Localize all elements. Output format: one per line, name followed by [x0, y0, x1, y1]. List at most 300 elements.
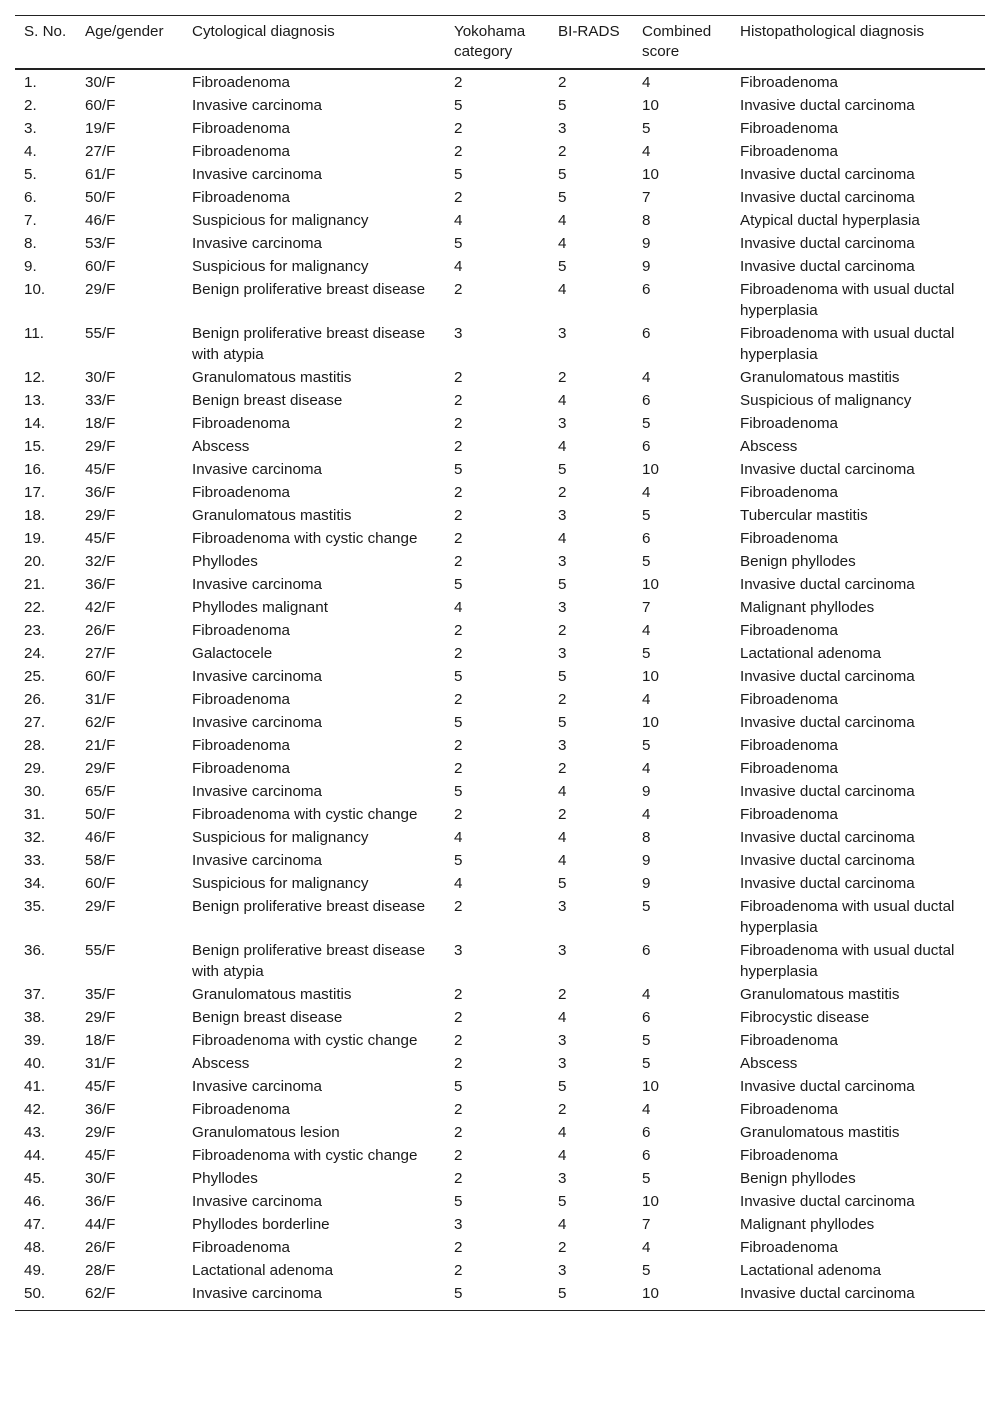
bi-rads-cell: 4	[558, 1147, 567, 1164]
bi-rads-cell: 5	[558, 668, 567, 685]
age-gender-cell: 29/F	[85, 281, 116, 298]
histopathological-diagnosis-cell: Suspicious of malignancy	[740, 392, 912, 409]
yokohama-category-cell: 2	[454, 120, 463, 137]
combined-score-cell: 4	[642, 622, 651, 639]
histopathological-diagnosis-cell: Malignant phyllodes	[740, 599, 875, 616]
combined-score-cell: 5	[642, 1032, 651, 1049]
yokohama-category-cell: 3	[454, 942, 463, 959]
sno-cell: 44.	[24, 1147, 46, 1164]
yokohama-category-cell: 2	[454, 1262, 463, 1279]
cytological-diagnosis-cell: Fibroadenoma	[192, 484, 290, 501]
yokohama-category-cell: 2	[454, 74, 463, 91]
cytological-diagnosis-cell: Fibroadenoma	[192, 189, 290, 206]
cytological-diagnosis-cell: Lactational adenoma	[192, 1262, 334, 1279]
bi-rads-cell: 4	[558, 783, 567, 800]
table-row	[15, 596, 985, 619]
age-gender-cell: 58/F	[85, 852, 116, 869]
sno-cell: 43.	[24, 1124, 46, 1141]
cytological-diagnosis-cell: Fibroadenoma	[192, 74, 290, 91]
combined-score-cell: 5	[642, 120, 651, 137]
age-gender-cell: 29/F	[85, 1009, 116, 1026]
cytological-diagnosis-cell: Fibroadenoma	[192, 415, 290, 432]
histopathological-diagnosis-cell: Abscess	[740, 1055, 798, 1072]
sno-cell: 29.	[24, 760, 46, 777]
bi-rads-cell: 4	[558, 1009, 567, 1026]
table-row	[15, 389, 985, 412]
table-row	[15, 734, 985, 757]
sno-cell: 8.	[24, 235, 37, 252]
yokohama-category-cell: 2	[454, 622, 463, 639]
cytological-diagnosis-cell: Suspicious for malignancy	[192, 829, 369, 846]
yokohama-category-cell: 5	[454, 461, 463, 478]
yokohama-category-cell: 2	[454, 189, 463, 206]
age-gender-cell: 26/F	[85, 622, 116, 639]
bi-rads-cell: 5	[558, 461, 567, 478]
bi-rads-cell: 3	[558, 1170, 567, 1187]
histopathological-diagnosis-cell: Granulomatous mastitis	[740, 369, 900, 386]
cytological-diagnosis-cell: Abscess	[192, 1055, 250, 1072]
combined-score-cell: 10	[642, 1285, 659, 1302]
age-gender-cell: 31/F	[85, 691, 116, 708]
table-row	[15, 939, 985, 983]
table-row	[15, 140, 985, 163]
bi-rads-cell: 4	[558, 281, 567, 298]
bi-rads-cell: 3	[558, 737, 567, 754]
yokohama-category-cell: 5	[454, 97, 463, 114]
combined-score-cell: 9	[642, 258, 651, 275]
bi-rads-cell: 2	[558, 760, 567, 777]
cytological-diagnosis-cell: Fibroadenoma	[192, 1239, 290, 1256]
age-gender-cell: 36/F	[85, 1101, 116, 1118]
yokohama-category-cell: 2	[454, 143, 463, 160]
header-combined-score: Combined score	[642, 23, 712, 60]
age-gender-cell: 45/F	[85, 461, 116, 478]
sno-cell: 16.	[24, 461, 46, 478]
combined-score-cell: 10	[642, 714, 659, 731]
cytological-diagnosis-cell: Fibroadenoma with cystic change	[192, 530, 418, 547]
yokohama-category-cell: 2	[454, 1147, 463, 1164]
histopathological-diagnosis-cell: Benign phyllodes	[740, 553, 856, 570]
histopathological-diagnosis-cell: Invasive ductal carcinoma	[740, 1285, 915, 1302]
age-gender-cell: 62/F	[85, 714, 116, 731]
yokohama-category-cell: 3	[454, 325, 463, 342]
histopathological-diagnosis-cell: Invasive ductal carcinoma	[740, 852, 915, 869]
combined-score-cell: 9	[642, 852, 651, 869]
age-gender-cell: 30/F	[85, 369, 116, 386]
sno-cell: 28.	[24, 737, 46, 754]
cytological-diagnosis-cell: Invasive carcinoma	[192, 852, 322, 869]
table-row	[15, 1144, 985, 1167]
sno-cell: 11.	[24, 325, 44, 342]
bi-rads-cell: 2	[558, 806, 567, 823]
table-row	[15, 1213, 985, 1236]
cytological-diagnosis-cell: Invasive carcinoma	[192, 1193, 322, 1210]
histopathological-diagnosis-cell: Fibroadenoma	[740, 1239, 838, 1256]
histopathological-diagnosis-cell: Invasive ductal carcinoma	[740, 668, 915, 685]
table-row	[15, 1259, 985, 1282]
histopathological-diagnosis-cell: Invasive ductal carcinoma	[740, 875, 915, 892]
histopathological-diagnosis-cell: Fibroadenoma	[740, 74, 838, 91]
bi-rads-cell: 3	[558, 120, 567, 137]
combined-score-cell: 9	[642, 875, 651, 892]
bi-rads-cell: 4	[558, 392, 567, 409]
combined-score-cell: 4	[642, 369, 651, 386]
bi-rads-cell: 3	[558, 553, 567, 570]
cytological-diagnosis-cell: Phyllodes	[192, 1170, 258, 1187]
age-gender-cell: 29/F	[85, 760, 116, 777]
cytological-diagnosis-cell: Suspicious for malignancy	[192, 875, 369, 892]
yokohama-category-cell: 4	[454, 599, 463, 616]
age-gender-cell: 36/F	[85, 1193, 116, 1210]
sno-cell: 23.	[24, 622, 46, 639]
combined-score-cell: 9	[642, 783, 651, 800]
sno-cell: 30.	[24, 783, 46, 800]
bi-rads-cell: 2	[558, 622, 567, 639]
histopathological-diagnosis-cell: Fibroadenoma	[740, 143, 838, 160]
cytological-diagnosis-cell: Granulomatous mastitis	[192, 507, 352, 524]
table-row	[15, 322, 985, 366]
histopathological-diagnosis-cell: Fibroadenoma	[740, 530, 838, 547]
histopathological-diagnosis-cell: Invasive ductal carcinoma	[740, 97, 915, 114]
histopathological-diagnosis-cell: Invasive ductal carcinoma	[740, 783, 915, 800]
bi-rads-cell: 4	[558, 438, 567, 455]
histopathological-diagnosis-cell: Fibroadenoma with usual ductal hyperplasia	[740, 281, 955, 319]
combined-score-cell: 4	[642, 74, 651, 91]
table-body	[15, 69, 985, 1311]
histopathological-diagnosis-cell: Invasive ductal carcinoma	[740, 235, 915, 252]
yokohama-category-cell: 2	[454, 415, 463, 432]
table-row	[15, 1121, 985, 1144]
histopathological-diagnosis-cell: Invasive ductal carcinoma	[740, 714, 915, 731]
combined-score-cell: 4	[642, 143, 651, 160]
yokohama-category-cell: 5	[454, 852, 463, 869]
age-gender-cell: 26/F	[85, 1239, 116, 1256]
histopathological-diagnosis-cell: Fibrocystic disease	[740, 1009, 870, 1026]
age-gender-cell: 46/F	[85, 829, 116, 846]
table-row	[15, 1098, 985, 1121]
yokohama-category-cell: 2	[454, 392, 463, 409]
table-row	[15, 458, 985, 481]
sno-cell: 35.	[24, 898, 46, 915]
combined-score-cell: 5	[642, 898, 651, 915]
sno-cell: 10.	[24, 281, 46, 298]
age-gender-cell: 50/F	[85, 806, 116, 823]
bi-rads-cell: 5	[558, 875, 567, 892]
histopathological-diagnosis-cell: Fibroadenoma	[740, 622, 838, 639]
age-gender-cell: 60/F	[85, 97, 116, 114]
yokohama-category-cell: 2	[454, 369, 463, 386]
cytological-diagnosis-cell: Invasive carcinoma	[192, 1078, 322, 1095]
table-row	[15, 481, 985, 504]
bi-rads-cell: 3	[558, 645, 567, 662]
histopathological-diagnosis-cell: Fibroadenoma	[740, 691, 838, 708]
age-gender-cell: 60/F	[85, 668, 116, 685]
header-cytological-diagnosis: Cytological diagnosis	[192, 23, 335, 40]
age-gender-cell: 44/F	[85, 1216, 116, 1233]
bi-rads-cell: 4	[558, 852, 567, 869]
table-row	[15, 1052, 985, 1075]
sno-cell: 41.	[24, 1078, 46, 1095]
yokohama-category-cell: 2	[454, 1239, 463, 1256]
yokohama-category-cell: 5	[454, 576, 463, 593]
bi-rads-cell: 2	[558, 74, 567, 91]
bi-rads-cell: 5	[558, 714, 567, 731]
age-gender-cell: 55/F	[85, 942, 116, 959]
cytological-diagnosis-cell: Invasive carcinoma	[192, 714, 322, 731]
table-row	[15, 1075, 985, 1098]
histopathological-diagnosis-cell: Fibroadenoma with usual ductal hyperplasia	[740, 898, 955, 936]
combined-score-cell: 5	[642, 1055, 651, 1072]
sno-cell: 37.	[24, 986, 46, 1003]
bi-rads-cell: 2	[558, 143, 567, 160]
bi-rads-cell: 3	[558, 599, 567, 616]
yokohama-category-cell: 3	[454, 1216, 463, 1233]
cytological-diagnosis-cell: Fibroadenoma	[192, 622, 290, 639]
table-row	[15, 1006, 985, 1029]
age-gender-cell: 28/F	[85, 1262, 116, 1279]
yokohama-category-cell: 2	[454, 530, 463, 547]
histopathological-diagnosis-cell: Abscess	[740, 438, 798, 455]
combined-score-cell: 7	[642, 1216, 651, 1233]
sno-cell: 3.	[24, 120, 37, 137]
table-row	[15, 872, 985, 895]
diagnosis-table	[15, 15, 985, 1311]
age-gender-cell: 31/F	[85, 1055, 116, 1072]
age-gender-cell: 53/F	[85, 235, 116, 252]
combined-score-cell: 6	[642, 438, 651, 455]
header-yokohama-category: Yokohama category	[454, 23, 526, 60]
cytological-diagnosis-cell: Invasive carcinoma	[192, 97, 322, 114]
cytological-diagnosis-cell: Invasive carcinoma	[192, 783, 322, 800]
bi-rads-cell: 2	[558, 986, 567, 1003]
combined-score-cell: 4	[642, 1101, 651, 1118]
age-gender-cell: 30/F	[85, 1170, 116, 1187]
table-row	[15, 550, 985, 573]
bi-rads-cell: 5	[558, 1193, 567, 1210]
cytological-diagnosis-cell: Fibroadenoma with cystic change	[192, 806, 418, 823]
table-row	[15, 412, 985, 435]
table-row	[15, 895, 985, 939]
combined-score-cell: 7	[642, 599, 651, 616]
header-histopathological-diagnosis: Histopathological diagnosis	[740, 23, 925, 40]
cytological-diagnosis-cell: Invasive carcinoma	[192, 1285, 322, 1302]
yokohama-category-cell: 2	[454, 1032, 463, 1049]
cytological-diagnosis-cell: Phyllodes borderline	[192, 1216, 330, 1233]
bi-rads-cell: 5	[558, 258, 567, 275]
bi-rads-cell: 4	[558, 212, 567, 229]
yokohama-category-cell: 2	[454, 806, 463, 823]
combined-score-cell: 7	[642, 189, 651, 206]
yokohama-category-cell: 4	[454, 829, 463, 846]
sno-cell: 32.	[24, 829, 46, 846]
sno-cell: 20.	[24, 553, 46, 570]
bi-rads-cell: 4	[558, 1216, 567, 1233]
combined-score-cell: 10	[642, 166, 659, 183]
yokohama-category-cell: 5	[454, 714, 463, 731]
cytological-diagnosis-cell: Invasive carcinoma	[192, 576, 322, 593]
table-row	[15, 1029, 985, 1052]
histopathological-diagnosis-cell: Fibroadenoma with usual ductal hyperplasia	[740, 942, 955, 980]
cytological-diagnosis-cell: Fibroadenoma	[192, 1101, 290, 1118]
age-gender-cell: 27/F	[85, 143, 116, 160]
cytological-diagnosis-cell: Phyllodes malignant	[192, 599, 328, 616]
age-gender-cell: 36/F	[85, 576, 116, 593]
sno-cell: 13.	[24, 392, 46, 409]
table-row	[15, 366, 985, 389]
age-gender-cell: 60/F	[85, 875, 116, 892]
yokohama-category-cell: 2	[454, 507, 463, 524]
combined-score-cell: 6	[642, 942, 651, 959]
cytological-diagnosis-cell: Abscess	[192, 438, 250, 455]
sno-cell: 7.	[24, 212, 37, 229]
header-row	[15, 16, 985, 70]
table-row	[15, 573, 985, 596]
cytological-diagnosis-cell: Fibroadenoma	[192, 143, 290, 160]
sno-cell: 50.	[24, 1285, 46, 1302]
table-row	[15, 435, 985, 458]
age-gender-cell: 45/F	[85, 1078, 116, 1095]
sno-cell: 21.	[24, 576, 46, 593]
yokohama-category-cell: 2	[454, 898, 463, 915]
sno-cell: 46.	[24, 1193, 46, 1210]
combined-score-cell: 10	[642, 1078, 659, 1095]
age-gender-cell: 62/F	[85, 1285, 116, 1302]
combined-score-cell: 4	[642, 760, 651, 777]
yokohama-category-cell: 5	[454, 1078, 463, 1095]
combined-score-cell: 5	[642, 737, 651, 754]
table-row	[15, 209, 985, 232]
combined-score-cell: 10	[642, 576, 659, 593]
age-gender-cell: 35/F	[85, 986, 116, 1003]
sno-cell: 24.	[24, 645, 46, 662]
yokohama-category-cell: 5	[454, 783, 463, 800]
combined-score-cell: 5	[642, 1262, 651, 1279]
yokohama-category-cell: 2	[454, 1124, 463, 1141]
bi-rads-cell: 3	[558, 1032, 567, 1049]
age-gender-cell: 45/F	[85, 1147, 116, 1164]
bi-rads-cell: 2	[558, 484, 567, 501]
histopathological-diagnosis-cell: Lactational adenoma	[740, 645, 882, 662]
age-gender-cell: 18/F	[85, 415, 116, 432]
cytological-diagnosis-cell: Invasive carcinoma	[192, 166, 322, 183]
sno-cell: 31.	[24, 806, 46, 823]
combined-score-cell: 6	[642, 1124, 651, 1141]
combined-score-cell: 4	[642, 806, 651, 823]
age-gender-cell: 46/F	[85, 212, 116, 229]
combined-score-cell: 8	[642, 212, 651, 229]
table-row	[15, 278, 985, 322]
yokohama-category-cell: 5	[454, 1193, 463, 1210]
table-row	[15, 69, 985, 94]
histopathological-diagnosis-cell: Fibroadenoma	[740, 1032, 838, 1049]
age-gender-cell: 29/F	[85, 438, 116, 455]
combined-score-cell: 6	[642, 392, 651, 409]
table-row	[15, 849, 985, 872]
cytological-diagnosis-cell: Fibroadenoma with cystic change	[192, 1032, 418, 1049]
age-gender-cell: 65/F	[85, 783, 116, 800]
bi-rads-cell: 5	[558, 1285, 567, 1302]
cytological-diagnosis-cell: Granulomatous mastitis	[192, 986, 352, 1003]
sno-cell: 14.	[24, 415, 46, 432]
cytological-diagnosis-cell: Galactocele	[192, 645, 273, 662]
combined-score-cell: 8	[642, 829, 651, 846]
cytological-diagnosis-cell: Invasive carcinoma	[192, 235, 322, 252]
bi-rads-cell: 2	[558, 1239, 567, 1256]
yokohama-category-cell: 4	[454, 875, 463, 892]
table-row	[15, 504, 985, 527]
table-header	[15, 16, 985, 70]
histopathological-diagnosis-cell: Lactational adenoma	[740, 1262, 882, 1279]
header-bi-rads: BI-RADS	[558, 23, 620, 40]
table-row	[15, 117, 985, 140]
histopathological-diagnosis-cell: Granulomatous mastitis	[740, 986, 900, 1003]
bi-rads-cell: 5	[558, 189, 567, 206]
age-gender-cell: 21/F	[85, 737, 116, 754]
table-row	[15, 983, 985, 1006]
header-sno: S. No.	[24, 23, 67, 40]
bi-rads-cell: 2	[558, 691, 567, 708]
sno-cell: 39.	[24, 1032, 46, 1049]
cytological-diagnosis-cell: Benign breast disease	[192, 392, 343, 409]
age-gender-cell: 29/F	[85, 898, 116, 915]
histopathological-diagnosis-cell: Malignant phyllodes	[740, 1216, 875, 1233]
combined-score-cell: 4	[642, 484, 651, 501]
table-row	[15, 803, 985, 826]
histopathological-diagnosis-cell: Invasive ductal carcinoma	[740, 576, 915, 593]
cytological-diagnosis-cell: Benign proliferative breast disease with atypia	[192, 942, 426, 980]
yokohama-category-cell: 4	[454, 212, 463, 229]
sno-cell: 9.	[24, 258, 37, 275]
histopathological-diagnosis-cell: Fibroadenoma	[740, 760, 838, 777]
cytological-diagnosis-cell: Fibroadenoma	[192, 760, 290, 777]
age-gender-cell: 33/F	[85, 392, 116, 409]
combined-score-cell: 4	[642, 986, 651, 1003]
sno-cell: 6.	[24, 189, 37, 206]
yokohama-category-cell: 2	[454, 553, 463, 570]
cytological-diagnosis-cell: Fibroadenoma	[192, 691, 290, 708]
age-gender-cell: 50/F	[85, 189, 116, 206]
combined-score-cell: 5	[642, 645, 651, 662]
age-gender-cell: 29/F	[85, 1124, 116, 1141]
histopathological-diagnosis-cell: Fibroadenoma	[740, 806, 838, 823]
cytological-diagnosis-cell: Granulomatous lesion	[192, 1124, 340, 1141]
table-row	[15, 757, 985, 780]
bi-rads-cell: 3	[558, 898, 567, 915]
age-gender-cell: 32/F	[85, 553, 116, 570]
yokohama-category-cell: 2	[454, 438, 463, 455]
age-gender-cell: 45/F	[85, 530, 116, 547]
combined-score-cell: 4	[642, 691, 651, 708]
sno-cell: 36.	[24, 942, 46, 959]
cytological-diagnosis-cell: Benign proliferative breast disease with atypia	[192, 325, 426, 363]
combined-score-cell: 6	[642, 281, 651, 298]
sno-cell: 40.	[24, 1055, 46, 1072]
sno-cell: 47.	[24, 1216, 46, 1233]
cytological-diagnosis-cell: Fibroadenoma	[192, 120, 290, 137]
bi-rads-cell: 5	[558, 97, 567, 114]
age-gender-cell: 42/F	[85, 599, 116, 616]
sno-cell: 38.	[24, 1009, 46, 1026]
sno-cell: 18.	[24, 507, 46, 524]
yokohama-category-cell: 5	[454, 668, 463, 685]
combined-score-cell: 6	[642, 1147, 651, 1164]
histopathological-diagnosis-cell: Atypical ductal hyperplasia	[740, 212, 920, 229]
age-gender-cell: 60/F	[85, 258, 116, 275]
histopathological-diagnosis-cell: Fibroadenoma	[740, 737, 838, 754]
yokohama-category-cell: 4	[454, 258, 463, 275]
combined-score-cell: 4	[642, 1239, 651, 1256]
histopathological-diagnosis-cell: Invasive ductal carcinoma	[740, 1078, 915, 1095]
